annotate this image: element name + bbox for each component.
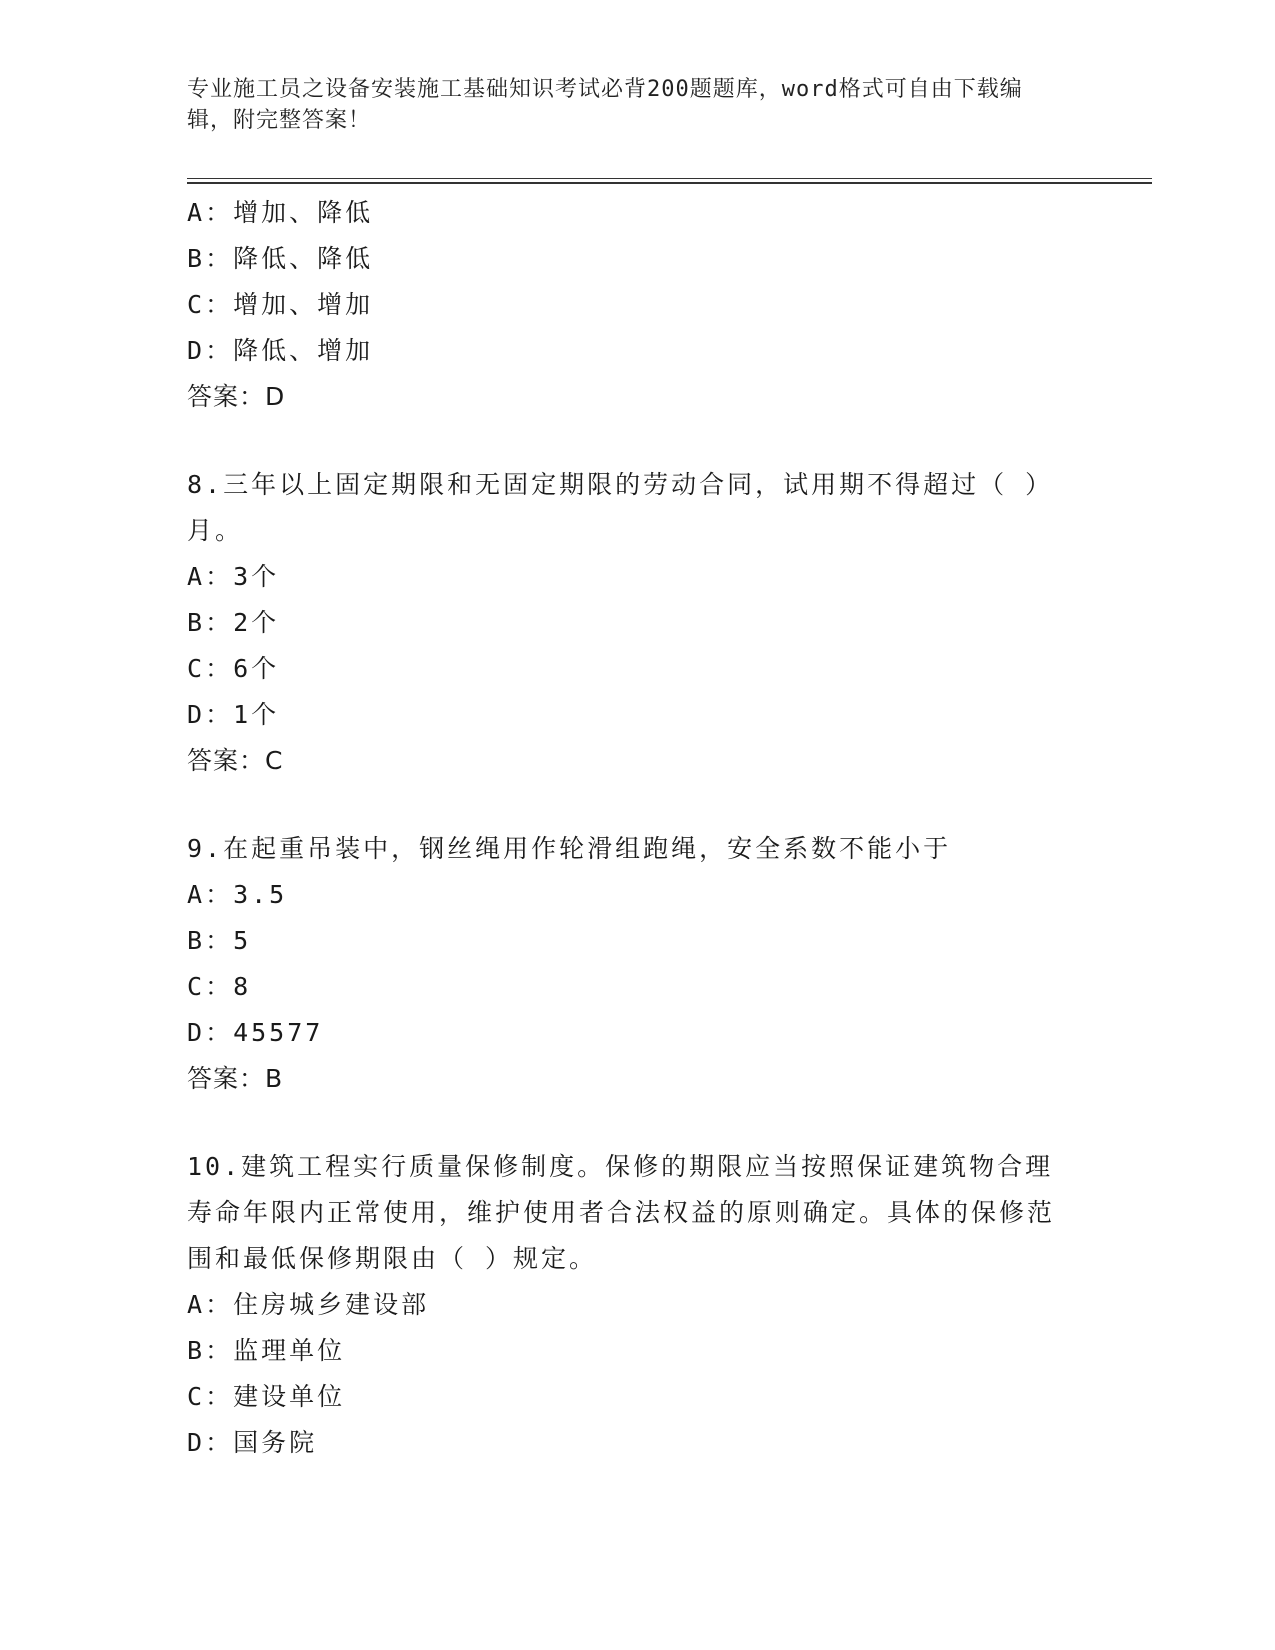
option-c — [187, 282, 1087, 328]
option-separator: ： — [205, 336, 234, 365]
option-separator: ： — [205, 1336, 234, 1365]
option-text: 45577 — [233, 1018, 324, 1047]
option-separator: ： — [205, 290, 234, 319]
option-key: C — [187, 972, 206, 1001]
question-content — [187, 190, 1087, 1466]
option-text: 3个 — [233, 562, 280, 591]
option-separator: ： — [205, 654, 234, 683]
option-key: D — [187, 700, 206, 729]
option-text: 增加、增加 — [233, 290, 374, 319]
header-rule-thick — [187, 182, 1152, 184]
answer-line: 答案：D — [187, 382, 286, 411]
option-a — [187, 872, 1087, 918]
option-key: B — [187, 926, 206, 955]
option-text: 国务院 — [233, 1428, 318, 1457]
option-text: 降低、降低 — [233, 244, 374, 273]
option-text: 监理单位 — [233, 1336, 346, 1365]
option-a — [187, 190, 1087, 236]
question-7-tail — [187, 190, 1087, 420]
option-key: B — [187, 244, 206, 273]
question-10 — [187, 1144, 1087, 1466]
option-d — [187, 1010, 1087, 1056]
document-header: 专业施工员之设备安装施工基础知识考试必背200题题库，word格式可自由下载编辑，附完整答案！ — [187, 77, 1023, 133]
spacer — [187, 1102, 1087, 1144]
option-key: A — [187, 562, 206, 591]
option-separator: ： — [205, 700, 234, 729]
option-key: D — [187, 336, 206, 365]
option-separator: ： — [205, 926, 234, 955]
option-key: A — [187, 1290, 206, 1319]
spacer — [187, 784, 1087, 826]
option-key: A — [187, 880, 206, 909]
question-8 — [187, 462, 1087, 784]
option-b — [187, 600, 1087, 646]
option-key: B — [187, 608, 206, 637]
option-text: 建设单位 — [233, 1382, 346, 1411]
option-text: 住房城乡建设部 — [233, 1290, 430, 1319]
option-text: 8 — [233, 972, 252, 1001]
option-separator: ： — [205, 1382, 234, 1411]
option-separator: ： — [205, 244, 234, 273]
option-separator: ： — [205, 1428, 234, 1457]
option-separator: ： — [205, 198, 234, 227]
answer-line: 答案：C — [187, 746, 284, 775]
option-separator: ： — [205, 972, 234, 1001]
option-key: A — [187, 198, 206, 227]
option-key: B — [187, 1336, 206, 1365]
option-c — [187, 1374, 1087, 1420]
option-c — [187, 646, 1087, 692]
option-b — [187, 1328, 1087, 1374]
option-text: 3.5 — [233, 880, 288, 909]
question-9 — [187, 826, 1087, 1102]
header-rule-thin — [187, 178, 1152, 179]
option-c — [187, 964, 1087, 1010]
option-text: 2个 — [233, 608, 280, 637]
option-text: 1个 — [233, 700, 280, 729]
option-a — [187, 554, 1087, 600]
question-stem: 8.三年以上固定期限和无固定期限的劳动合同，试用期不得超过（ ）月。 — [187, 470, 1054, 545]
option-key: C — [187, 290, 206, 319]
option-separator: ： — [205, 1018, 234, 1047]
option-d — [187, 1420, 1087, 1466]
option-text: 5 — [233, 926, 252, 955]
option-key: C — [187, 1382, 206, 1411]
option-text: 增加、降低 — [233, 198, 374, 227]
option-b — [187, 918, 1087, 964]
option-key: D — [187, 1428, 206, 1457]
option-separator: ： — [205, 562, 234, 591]
option-key: C — [187, 654, 206, 683]
spacer — [187, 420, 1087, 462]
option-text: 6个 — [233, 654, 280, 683]
option-d — [187, 328, 1087, 374]
option-separator: ： — [205, 608, 234, 637]
question-stem: 10.建筑工程实行质量保修制度。保修的期限应当按照保证建筑物合理寿命年限内正常使用，维护使用者合法权益的原则确定。具体的保修范围和最低保修期限由（ ）规定。 — [187, 1152, 1056, 1273]
option-d — [187, 692, 1087, 738]
option-a — [187, 1282, 1087, 1328]
option-separator: ： — [205, 880, 234, 909]
option-b — [187, 236, 1087, 282]
option-key: D — [187, 1018, 206, 1047]
option-text: 降低、增加 — [233, 336, 374, 365]
question-stem: 9.在起重吊装中，钢丝绳用作轮滑组跑绳，安全系数不能小于 — [187, 834, 952, 863]
option-separator: ： — [205, 1290, 234, 1319]
answer-line: 答案：B — [187, 1064, 284, 1093]
